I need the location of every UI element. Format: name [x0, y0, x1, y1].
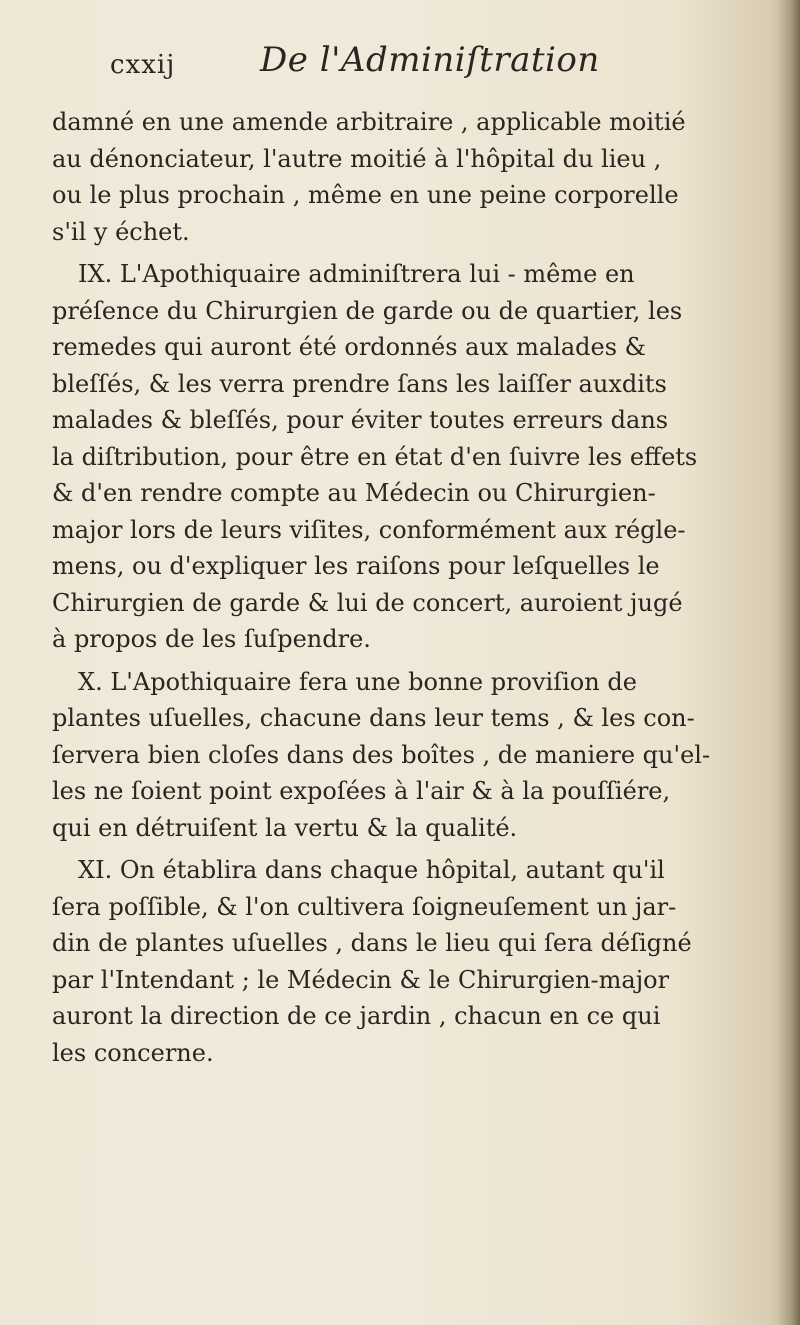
text-line: bleſſés, & les verra prendre ſans les laiſſer auxdits — [52, 369, 667, 398]
text-line: ou le plus prochain , même en une peine corporelle — [52, 181, 679, 209]
text-line: à propos de les ſuſpendre. — [52, 625, 371, 653]
text-line: mens, ou d'expliquer les raiſons pour leſquelles le — [52, 552, 660, 580]
text-line: ſera poſſible, & l'on cultivera ſoigneuſement un jar- — [52, 892, 677, 921]
text-line: la diſtribution, pour être en état d'en ſuivre les effets — [52, 442, 698, 471]
paragraph-continuation — [52, 104, 740, 250]
text-line: XI. On établira dans chaque hôpital, autant qu'il — [78, 856, 665, 884]
text-line: remedes qui auront été ordonnés aux malades & — [52, 333, 647, 361]
text-line: ſervera bien cloſes dans des boîtes , de maniere qu'el- — [52, 740, 711, 769]
text-line: Chirurgien de garde & lui de concert, auroient jugé — [52, 588, 683, 617]
text-line: au dénonciateur, l'autre moitié à l'hôpital du lieu , — [52, 144, 662, 173]
text-line: X. L'Apothiquaire fera une bonne proviſion de — [78, 667, 637, 696]
text-line: s'il y échet. — [52, 217, 190, 246]
text-line: din de plantes uſuelles , dans le lieu qui ſera déſigné — [52, 929, 692, 957]
text-line: préſence du Chirurgien de garde ou de quartier, les — [52, 296, 683, 325]
text-line: auront la direction de ce jardin , chacun en ce qui — [52, 1002, 661, 1030]
text-line: malades & bleſſés, pour éviter toutes erreurs dans — [52, 406, 669, 434]
page-header — [110, 40, 730, 100]
text-line: major lors de leurs viſites, conformément aux régle- — [52, 515, 686, 544]
text-line: les concerne. — [52, 1038, 214, 1067]
article-x — [52, 664, 740, 847]
body-text — [52, 104, 740, 1077]
text-line: qui en détruiſent la vertu & la qualité. — [52, 813, 518, 842]
text-line: les ne ſoient point expoſées à l'air & à la pouſſiére, — [52, 777, 671, 805]
text-line: & d'en rendre compte au Médecin ou Chirurgien- — [52, 479, 656, 507]
article-ix — [52, 256, 740, 658]
text-line: IX. L'Apothiquaire adminiſtrera lui - même en — [78, 260, 635, 288]
article-xi — [52, 852, 740, 1071]
text-line: par l'Intendant ; le Médecin & le Chirurgien-major — [52, 965, 670, 994]
page-number: cxxij — [110, 50, 176, 80]
page-edge-shadow — [778, 0, 800, 1325]
text-line: plantes uſuelles, chacune dans leur tems , & les con- — [52, 704, 695, 732]
running-title: De l'Adminiſtration — [260, 40, 600, 80]
text-line: damné en une amende arbitraire , applicable moitié — [52, 108, 686, 136]
